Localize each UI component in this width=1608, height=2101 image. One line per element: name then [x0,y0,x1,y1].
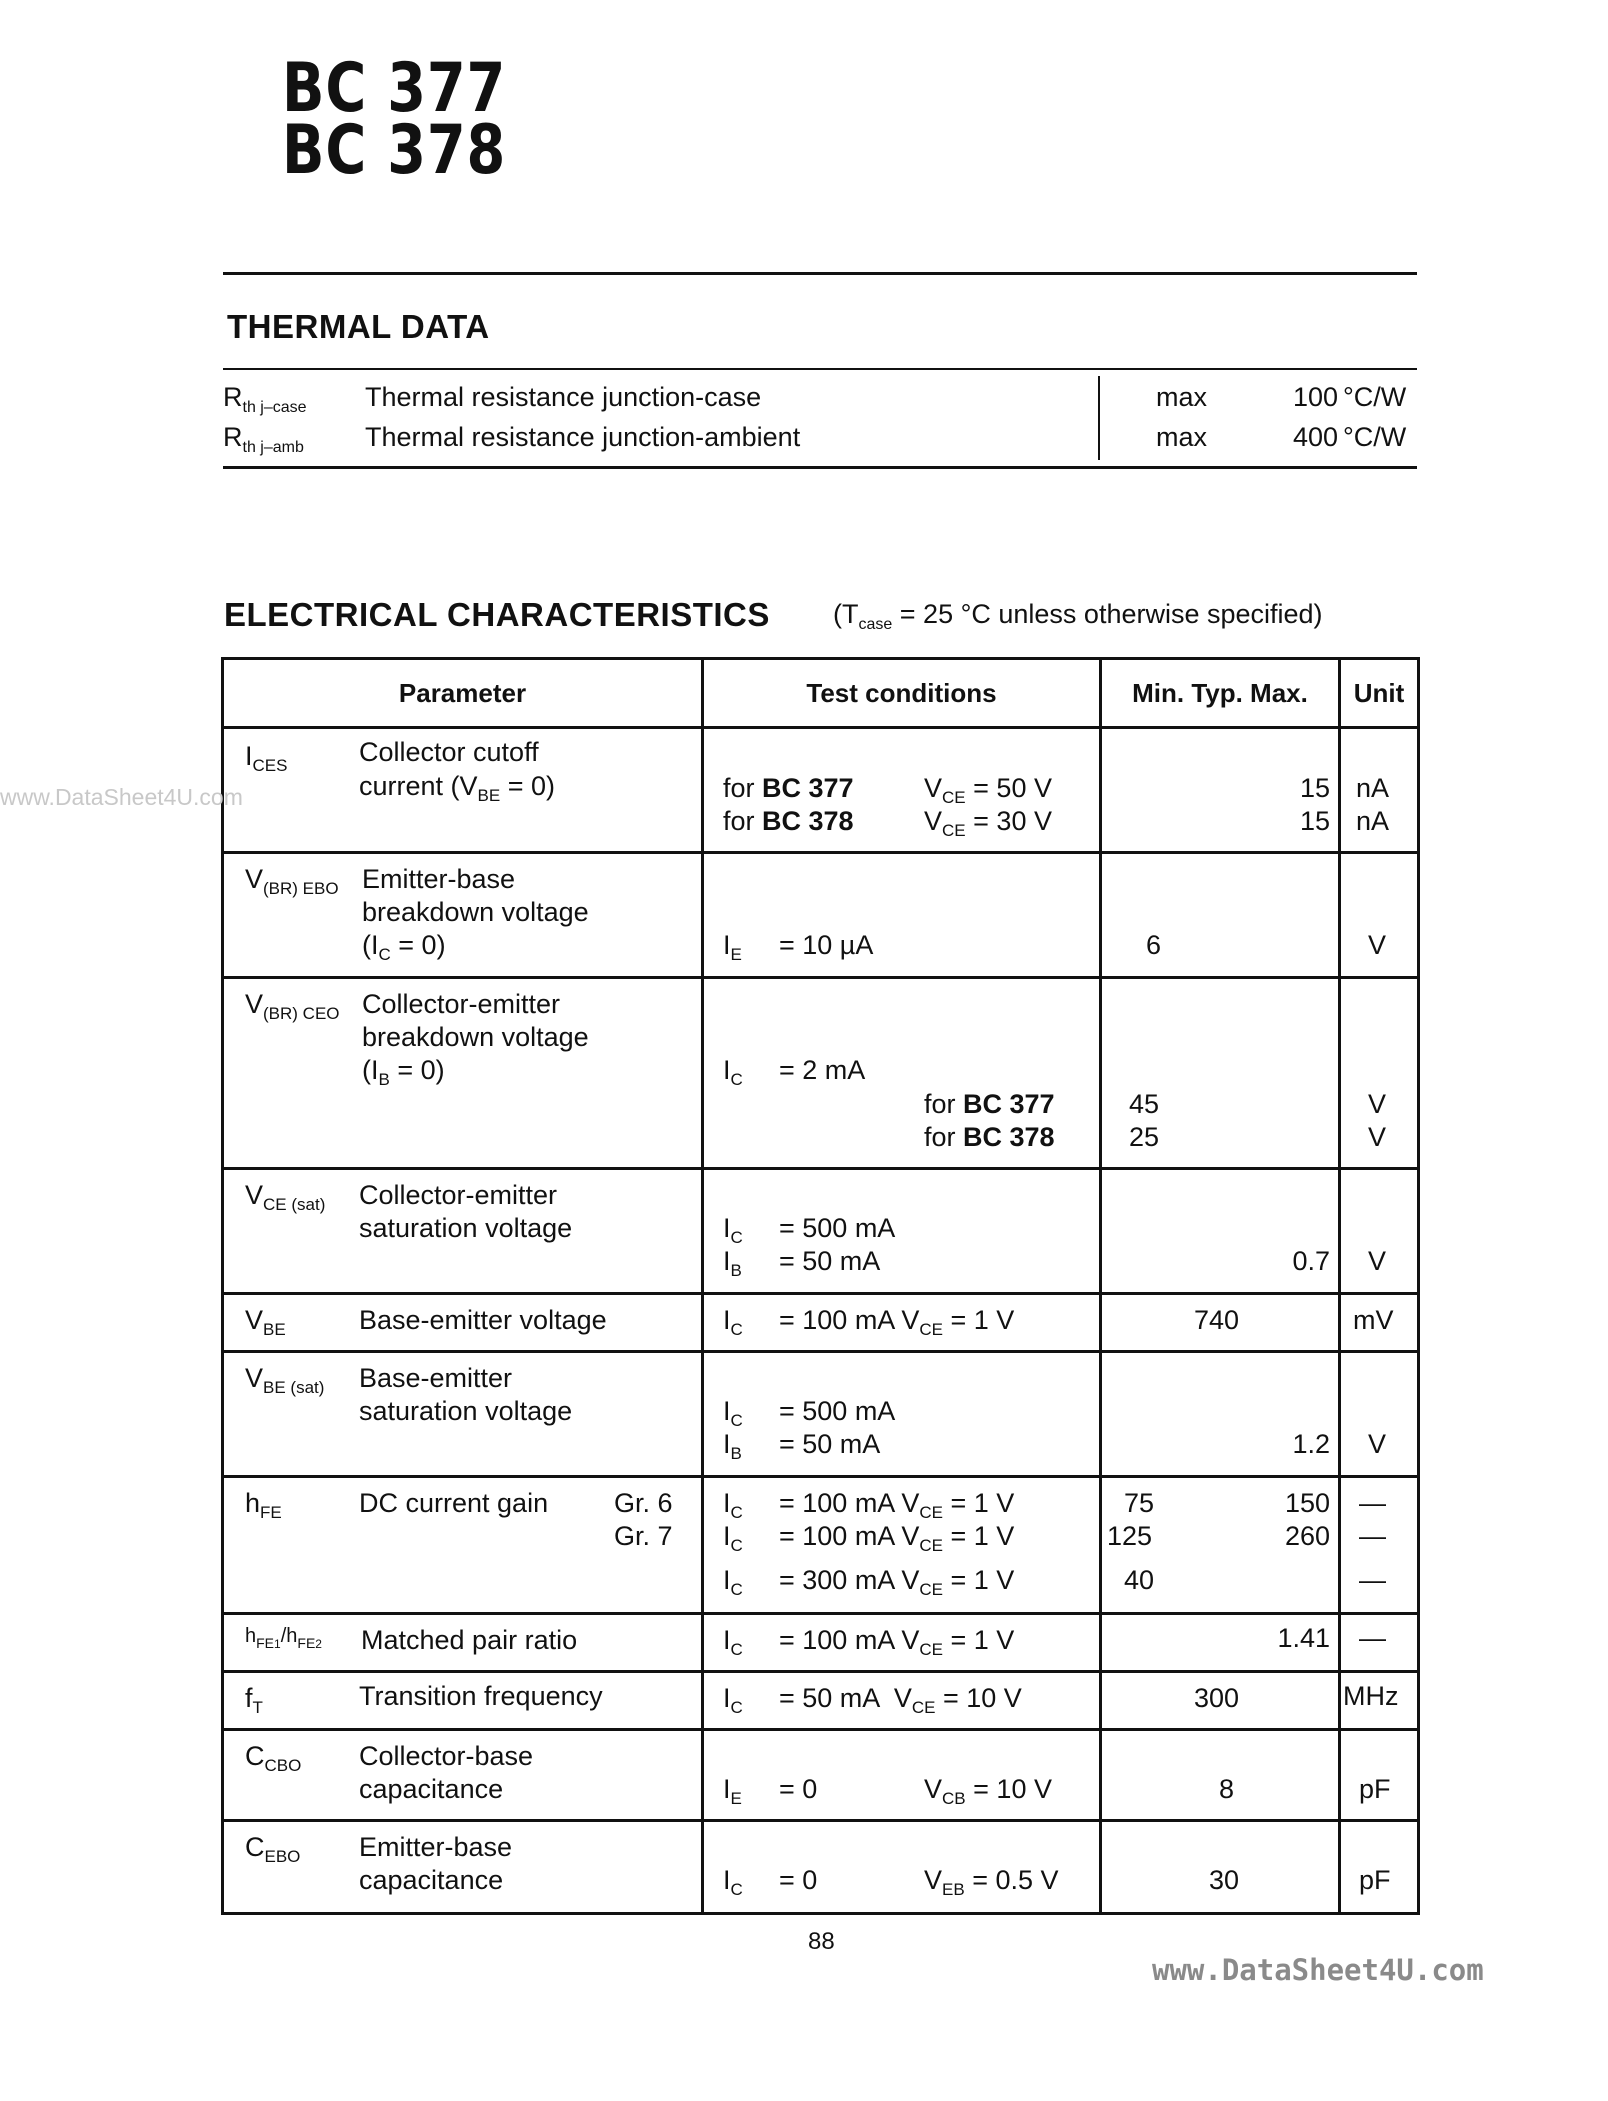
header-test-conditions: Test conditions [703,659,1101,728]
min-value: 75 [1124,1488,1155,1518]
test-condition-value: = 2 mA [779,1055,866,1085]
document-title [282,49,507,190]
param-symbol: $f_T$ [245,1683,263,1717]
param-symbol: $V_{(BR) CEO}$ [245,989,340,1023]
unit: V [1368,1429,1387,1459]
param-symbol: $V_{BE (sat)}$ [245,1363,325,1397]
test-condition-value: = 0 [779,1865,818,1895]
title-bc378: BC 378 [282,111,507,190]
test-condition: for BC 378 [924,1122,1055,1152]
param-symbol: $C_{CBO}$ [245,1741,302,1775]
unit: mV [1353,1305,1394,1335]
test-condition: for BC 378 [723,806,854,836]
thermal-symbol: R [223,422,243,452]
typ-value: 30 [1209,1865,1240,1895]
test-condition-value: = 50 mA [779,1429,881,1459]
param-symbol: $h_{FE1}/h_{FE2}$ [245,1625,322,1651]
header-parameter: Parameter [223,659,703,728]
test-condition: $I_C$ [723,1055,743,1089]
test-condition: $I_B$ [723,1429,742,1463]
test-condition: for BC 377 [924,1089,1055,1119]
watermark-left: www.DataSheet4U.com [0,784,243,810]
param-desc: Collector-base [359,1741,534,1771]
param-symbol: $h_{FE}$ [245,1488,282,1522]
page-number: 88 [808,1928,835,1955]
thermal-desc: Thermal resistance junction-case [365,382,762,412]
electrical-table [221,657,1420,1915]
table-row [223,1672,1419,1730]
test-condition-value: = 100 mA $V_{CE} = 1$ V [779,1625,1015,1659]
param-symbol: $V_{(BR) EBO}$ [245,864,339,898]
max-value: 1.2 [1292,1429,1330,1459]
param-desc: Emitter-base [359,1832,513,1862]
typ-value: 8 [1219,1774,1235,1804]
test-condition-value: = 500 mA [779,1396,896,1426]
unit: V [1368,1246,1387,1276]
table-row [223,978,1419,1169]
param-symbol: $V_{BE}$ [245,1305,286,1339]
note-sub: case [858,616,893,633]
min-value: 6 [1146,930,1162,960]
group-label: Gr. 6 [614,1488,673,1518]
thermal-unit: °C/W [1343,382,1407,412]
unit: MHz [1343,1681,1399,1711]
unit: — [1359,1565,1386,1595]
test-condition: $I_E$ [723,1774,742,1808]
test-condition: for BC 377 [723,773,854,803]
max-value: 150 [1284,1488,1330,1518]
param-symbol: $C_{EBO}$ [245,1832,301,1866]
test-condition: $I_C$ [723,1521,743,1555]
max-value: 15 [1299,806,1330,836]
test-condition-value: = 10 µA [779,930,874,960]
note-pre: (T [833,599,859,629]
max-value: 0.7 [1292,1246,1330,1276]
min-value: 45 [1129,1089,1160,1119]
test-condition: $I_C$ [723,1683,743,1717]
thermal-limit: max [1156,382,1208,412]
param-desc: Emitter-base [362,864,516,894]
unit: pF [1359,1774,1391,1804]
param-desc: capacitance [359,1865,504,1895]
table-row [223,1169,1419,1294]
unit: V [1368,1089,1387,1119]
param-symbol: $I_{CES}$ [245,741,288,775]
test-condition: $I_B$ [723,1246,742,1280]
table-row [223,1477,1419,1614]
param-desc: Collector-emitter [362,989,561,1019]
test-condition-value: = 100 mA $V_{CE} = 1$ V [779,1521,1015,1555]
thermal-row [223,422,1417,462]
param-desc: saturation voltage [359,1396,573,1426]
min-value: 125 [1107,1521,1153,1551]
thermal-symbol-sub: th j–amb [242,439,304,456]
param-desc: DC current gain [359,1488,549,1518]
thermal-unit: °C/W [1343,422,1407,452]
param-desc: Matched pair ratio [361,1625,578,1655]
test-condition-value: = 100 mA $V_{CE} = 1$ V [779,1488,1015,1522]
thermal-value: 400 [1292,422,1338,452]
watermark-right: www.DataSheet4U.com [1152,1953,1484,1987]
test-condition: $I_C$ [723,1625,743,1659]
group-label: Gr. 7 [614,1521,673,1551]
table-row [223,1614,1419,1672]
unit: — [1359,1623,1386,1653]
title-bc377: BC 377 [282,49,507,128]
table-row [223,728,1419,853]
typ-value: 740 [1194,1305,1240,1335]
test-condition: $V_{CE} = 50$ V [924,773,1052,807]
param-desc: saturation voltage [359,1213,573,1243]
test-condition: $I_C$ [723,1213,743,1247]
table-row [223,1294,1419,1352]
param-desc: Base-emitter voltage [359,1305,607,1335]
test-condition: $I_E$ [723,930,742,964]
thermal-row [223,382,1417,422]
max-value: 1.41 [1277,1623,1330,1653]
test-condition-value: = 300 mA $V_{CE} = 1$ V [779,1565,1015,1599]
param-desc: current $(V_{BE} = 0)$ [359,771,556,805]
table-row [223,853,1419,978]
unit: V [1368,930,1387,960]
param-desc: Collector-emitter [359,1180,558,1210]
test-condition-value: = 50 mA $V_{CE} = 10$ V [779,1683,1022,1717]
test-condition: $I_C$ [723,1396,743,1430]
param-desc: capacitance [359,1774,504,1804]
test-condition-value: = 50 mA [779,1246,881,1276]
thermal-value: 100 [1292,382,1338,412]
electrical-heading: ELECTRICAL CHARACTERISTICS [224,596,770,633]
thermal-heading: THERMAL DATA [227,308,490,345]
param-desc: Transition frequency [359,1681,603,1711]
test-condition: $I_C$ [723,1565,743,1599]
test-condition: $I_C$ [723,1488,743,1522]
param-desc: Collector cutoff [359,737,539,767]
unit: nA [1356,773,1390,803]
note-post: = 25 °C unless otherwise specified) [892,599,1323,629]
electrical-conditions-note [833,599,1323,634]
test-condition: $V_{CE} = 30$ V [924,806,1052,840]
unit: — [1359,1521,1386,1551]
unit: pF [1359,1865,1391,1895]
unit: — [1359,1488,1386,1518]
header-min-typ-max: Min. Typ. Max. [1101,659,1340,728]
typ-value: 300 [1194,1683,1240,1713]
table-row [223,1821,1419,1914]
param-desc: breakdown voltage [362,897,589,927]
param-desc: Base-emitter [359,1363,513,1393]
table-header-row [223,659,1419,728]
test-condition-value: = 100 mA $V_{CE} = 1$ V [779,1305,1015,1339]
param-symbol: $V_{CE (sat)}$ [245,1180,326,1214]
max-value: 260 [1284,1521,1330,1551]
min-value: 25 [1129,1122,1160,1152]
max-value: 15 [1299,773,1330,803]
thermal-symbol-sub: th j–case [242,399,307,416]
header-unit: Unit [1340,659,1419,728]
test-condition: $V_{EB} = 0.5$ V [924,1865,1059,1899]
thermal-limit: max [1156,422,1208,452]
param-desc: $(I_B = 0)$ [362,1055,445,1089]
unit: V [1368,1122,1387,1152]
table-row [223,1730,1419,1821]
table-row [223,1352,1419,1477]
test-condition: $I_C$ [723,1865,743,1899]
top-rule [223,272,1417,275]
test-condition: $V_{CB} = 10$ V [924,1774,1052,1808]
thermal-table [223,368,1417,469]
thermal-desc: Thermal resistance junction-ambient [365,422,801,452]
test-condition: $I_C$ [723,1305,743,1339]
test-condition-value: = 0 [779,1774,818,1804]
unit: nA [1356,806,1390,836]
min-value: 40 [1124,1565,1155,1595]
test-condition-value: = 500 mA [779,1213,896,1243]
param-desc: $(I_C = 0)$ [362,930,446,964]
thermal-symbol: R [223,382,243,412]
param-desc: breakdown voltage [362,1022,589,1052]
